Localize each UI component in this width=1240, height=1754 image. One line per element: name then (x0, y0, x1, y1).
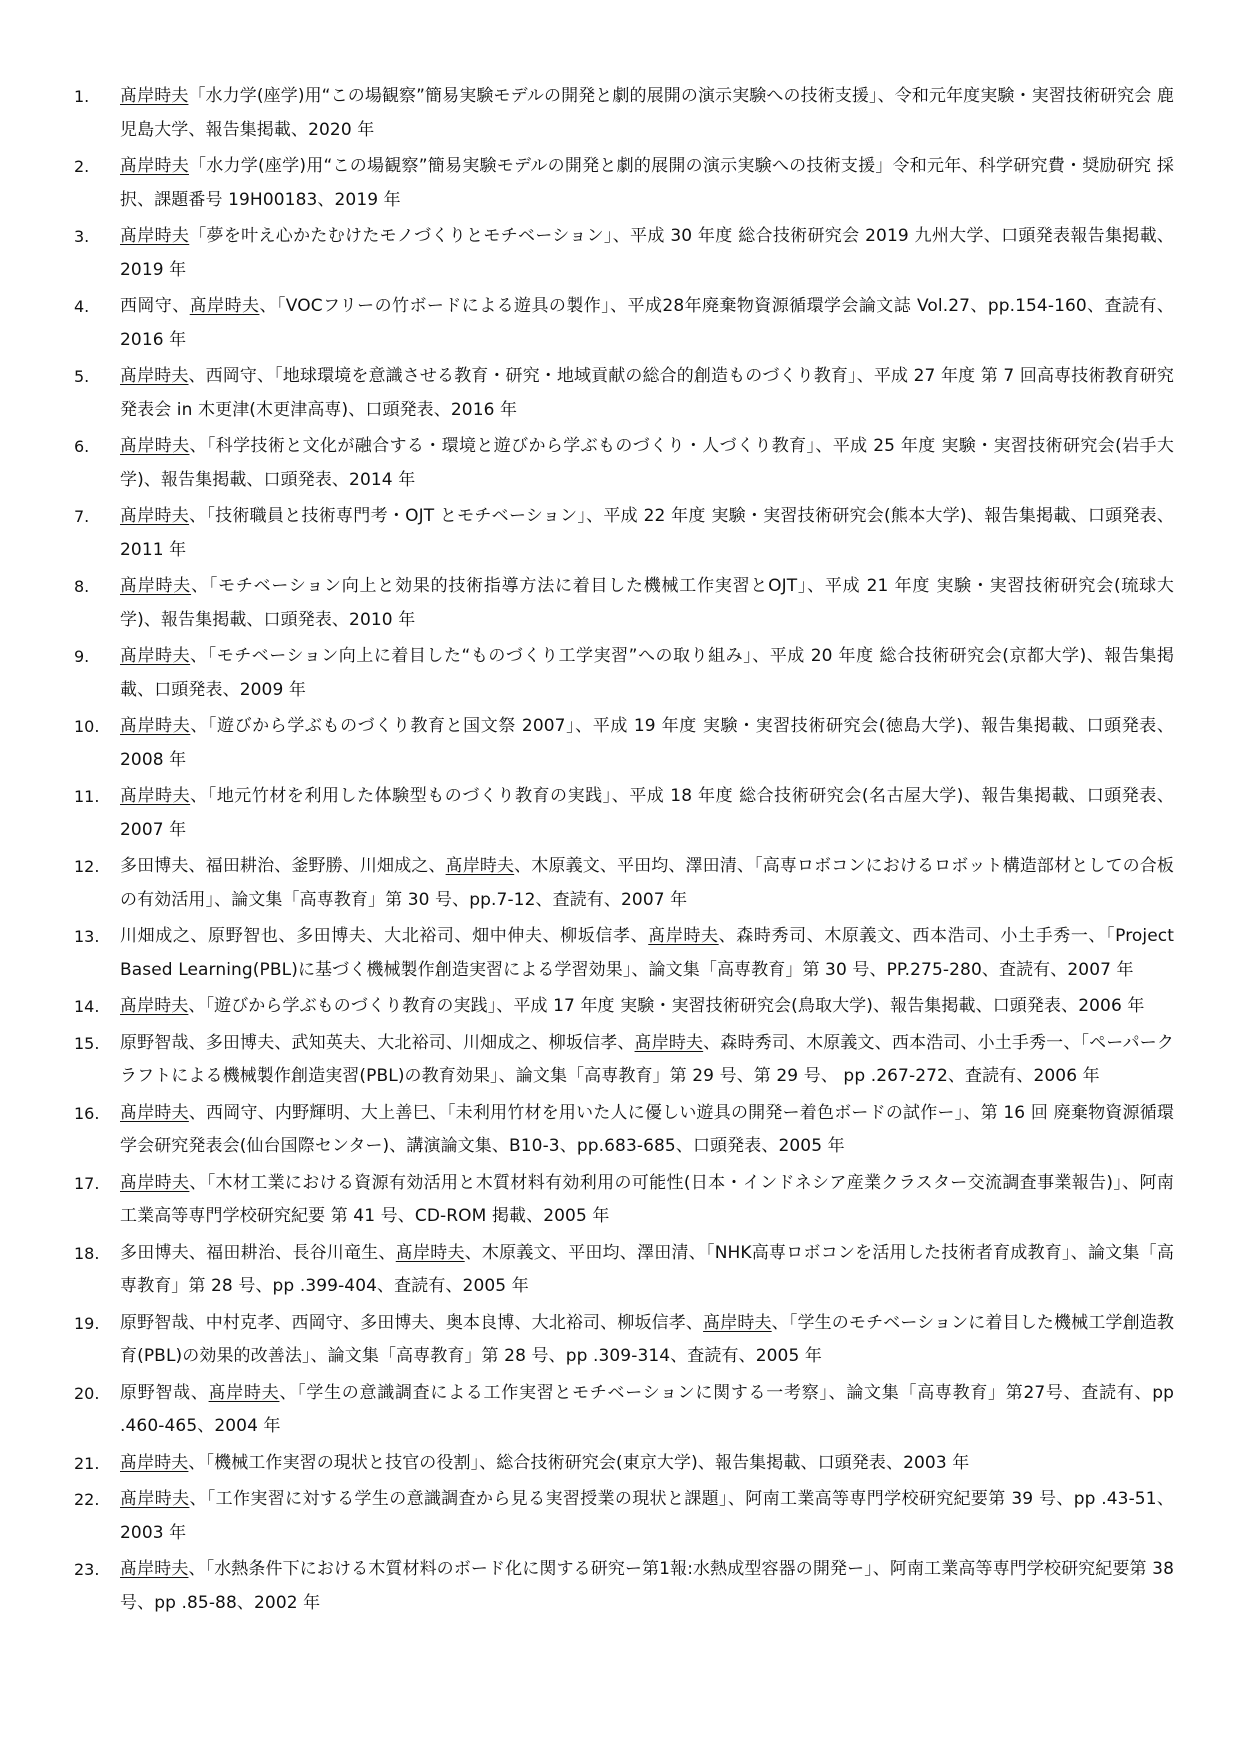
publication-entry (74, 640, 1174, 707)
publication-entry (74, 360, 1174, 427)
entry-text-segment: 「水力学(座学)用“この場観察”簡易実験モデルの開発と劇的展開の演示実験への技術支援」令和元年、科学研究費・奨励研究 採択、課題番号 19H00183、2019 年 (120, 156, 1174, 210)
author-name-underlined: 髙岸時夫 (120, 1102, 189, 1123)
author-name-underlined: 髙岸時夫 (120, 996, 189, 1016)
entry-text-segment: 、西岡守、「地球環境を意識させる教育・研究・地域貢献の総合的創造ものづくり教育」、平成 27 年度 第 7 回高専技術教育研究発表会 in 木更津(木更津高専)、口頭発表、2016 年 (120, 366, 1175, 420)
author-name-underlined: 髙岸時夫 (120, 366, 189, 386)
entry-text (120, 710, 1174, 777)
entry-text (120, 1307, 1174, 1374)
entry-text-segment: 、木原義文、平田均、澤田清、「NHK高専ロボコンを活用した技術者育成教育」、論文集「高専教育」第 28 号、pp .399-404、査読有、2005 年 (120, 1242, 1174, 1296)
author-name-underlined: 髙岸時夫 (120, 436, 190, 456)
publication-entry (74, 290, 1174, 357)
entry-number: 7. (74, 507, 90, 526)
entry-text (120, 780, 1174, 847)
publication-entry (74, 570, 1174, 637)
entry-text (120, 920, 1174, 987)
entry-number: 11. (74, 787, 100, 806)
entry-text-segment: 「水力学(座学)用“この場観察”簡易実験モデルの開発と劇的展開の演示実験への技術支援」、令和元年度実験・実習技術研究会 鹿児島大学、報告集掲載、2020 年 (120, 86, 1174, 140)
author-name-underlined: 髙岸時夫 (120, 1452, 189, 1473)
entry-text (120, 640, 1174, 707)
entry-text-segment: 、「木材工業における資源有効活用と木質材料有効利用の可能性(日本・インドネシア産業クラスター交流調査事業報告)」、阿南工業高等専門学校研究紀要 第 41 号、CD-ROM 掲載、2005 年 (120, 1172, 1174, 1226)
entry-text-segment: 西岡守、 (120, 296, 190, 316)
entry-text-segment: 、西岡守、内野輝明、大上善巳、「未利用竹材を用いた人に優しい遊具の開発ー着色ボードの試作ー」、第 16 回 廃棄物資源循環学会研究発表会(仙台国際センター)、講演論文集、B10-3、pp.683-685、口頭発表、2005 年 (120, 1102, 1174, 1156)
entry-number: 20. (74, 1383, 100, 1403)
author-name-underlined: 髙岸時夫 (120, 786, 191, 806)
entry-text (120, 570, 1174, 637)
entry-number: 15. (74, 1033, 100, 1053)
entry-text-segment: 、「地元竹材を利用した体験型ものづくり教育の実践」、平成 18 年度 総合技術研究会(名古屋大学)、報告集掲載、口頭発表、2007 年 (120, 786, 1174, 840)
entry-text-segment: 、「学生のモチベーションに着目した機械工学創造教育(PBL)の効果的改善法」、論文集「高専教育」第 28 号、pp .309-314、査読有、2005 年 (120, 1312, 1175, 1366)
entry-text (120, 80, 1174, 147)
entry-text-segment: 、「遊びから学ぶものづくり教育と国文祭 2007」、平成 19 年度 実験・実習技術研究会(徳島大学)、報告集掲載、口頭発表、2008 年 (120, 716, 1174, 770)
entry-number: 18. (74, 1243, 100, 1263)
entry-text-segment: 、「モチベーション向上に着目した“ものづくり工学実習”への取り組み」、平成 20 年度 総合技術研究会(京都大学)、報告集掲載、口頭発表、2009 年 (120, 646, 1174, 700)
author-name-underlined: 髙岸時夫 (634, 1032, 704, 1053)
entry-text (120, 1097, 1174, 1164)
publication-entry (74, 920, 1174, 987)
entry-number: 6. (74, 437, 90, 456)
entry-text-segment: 、「モチベーション向上と効果的技術指導方法に着目した機械工作実習とOJT」、平成 21 年度 実験・実習技術研究会(琉球大学)、報告集掲載、口頭発表、2010 年 (120, 576, 1174, 630)
publication-entry (74, 1307, 1174, 1374)
entry-text-segment: 原野智哉、多田博夫、武知英夫、大北裕司、川畑成之、柳坂信孝、 (120, 1032, 635, 1053)
entry-number: 2. (74, 157, 90, 176)
entry-text-segment: 、「機械工作実習の現状と技官の役割」、総合技術研究会(東京大学)、報告集掲載、口頭発表、2003 年 (188, 1452, 970, 1473)
entry-text (120, 990, 1174, 1024)
author-name-underlined: 髙岸時夫 (189, 296, 260, 316)
author-name-underlined: 髙岸時夫 (120, 716, 191, 736)
entry-text-segment: 、「水熱条件下における木質材料のボード化に関する研究ー第1報:水熱成型容器の開発ー」、阿南工業高等専門学校研究紀要第 38 号、pp .85-88、2002 年 (120, 1559, 1174, 1613)
entry-text-segment: 、木原義文、平田均、澤田清、「高専ロボコンにおけるロボット構造部材としての合板の有効活用」、論文集「高専教育」第 30 号、pp.7-12、査読有、2007 年 (120, 856, 1174, 910)
entry-text-segment: 「夢を叶え心かたむけたモノづくりとモチベーション」、平成 30 年度 総合技術研究会 2019 九州大学、口頭発表報告集掲載、2019 年 (120, 226, 1174, 280)
entry-text (120, 1553, 1174, 1620)
publication-entry (74, 990, 1174, 1024)
author-name-underlined: 髙岸時夫 (120, 86, 189, 106)
entry-text (120, 1167, 1174, 1234)
publication-entry (74, 1167, 1174, 1234)
entry-text-segment: 原野智哉、 (120, 1382, 209, 1403)
publication-list (74, 80, 1174, 1623)
entry-text-segment: 多田博夫、福田耕治、長谷川竜生、 (120, 1242, 396, 1263)
publication-entry (74, 1377, 1174, 1444)
entry-number: 12. (74, 857, 100, 876)
author-name-underlined: 髙岸時夫 (648, 926, 719, 946)
publication-entry (74, 1027, 1174, 1094)
entry-number: 5. (74, 367, 90, 386)
author-name-underlined: 髙岸時夫 (120, 576, 192, 596)
entry-text-segment: 、「遊びから学ぶものづくり教育の実践」、平成 17 年度 実験・実習技術研究会(鳥取大学)、報告集掲載、口頭発表、2006 年 (188, 996, 1145, 1016)
entry-number: 13. (74, 927, 100, 946)
entry-number: 21. (74, 1453, 100, 1473)
publication-entry (74, 1553, 1174, 1620)
publication-entry (74, 1447, 1174, 1481)
entry-text-segment: 、「科学技術と文化が融合する・環境と遊びから学ぶものづくり・人づくり教育」、平成 25 年度 実験・実習技術研究会(岩手大学)、報告集掲載、口頭発表、2014 年 (120, 436, 1174, 490)
author-name-underlined: 髙岸時夫 (120, 506, 190, 526)
publication-entry (74, 1483, 1174, 1550)
entry-text (120, 430, 1174, 497)
publication-entry (74, 850, 1174, 917)
entry-text (120, 1237, 1174, 1304)
entry-text (120, 150, 1174, 217)
entry-text-segment: 多田博夫、福田耕治、釜野勝、川畑成之、 (120, 856, 446, 876)
entry-number: 17. (74, 1173, 100, 1193)
entry-text-segment: 、「VOCフリーの竹ボードによる遊具の製作」、平成28年廃棄物資源循環学会論文誌 Vol.27、pp.154-160、査読有、2016 年 (120, 296, 1174, 350)
entry-text (120, 290, 1174, 357)
publication-entry (74, 500, 1174, 567)
author-name-underlined: 髙岸時夫 (120, 646, 191, 666)
entry-text (120, 360, 1174, 427)
entry-text (120, 850, 1174, 917)
publication-entry (74, 710, 1174, 777)
entry-text-segment: 原野智哉、中村克孝、西岡守、多田博夫、奥本良博、大北裕司、柳坂信孝、 (120, 1312, 704, 1333)
author-name-underlined: 髙岸時夫 (120, 1172, 190, 1193)
author-name-underlined: 髙岸時夫 (208, 1382, 280, 1403)
author-name-underlined: 髙岸時夫 (120, 156, 189, 176)
entry-text-segment: 川畑成之、原野智也、多田博夫、大北裕司、畑中伸夫、柳坂信孝、 (120, 926, 649, 946)
author-name-underlined: 髙岸時夫 (395, 1242, 465, 1263)
entry-text (120, 220, 1174, 287)
author-name-underlined: 髙岸時夫 (703, 1312, 772, 1333)
entry-text-segment: 、「技術職員と技術専門考・OJT とモチベーション」、平成 22 年度 実験・実習技術研究会(熊本大学)、報告集掲載、口頭発表、2011 年 (120, 506, 1174, 560)
author-name-underlined: 髙岸時夫 (120, 1559, 189, 1579)
publication-entry (74, 1237, 1174, 1304)
entry-number: 4. (74, 297, 90, 316)
entry-number: 9. (74, 647, 90, 666)
publication-entry (74, 780, 1174, 847)
entry-text-segment: 、森時秀司、木原義文、西本浩司、小土手秀一、「ペーパークラフトによる機械製作創造実習(PBL)の教育効果」、論文集「高専教育」第 29 号、第 29 号、 pp .267-272、査読有、2006 年 (120, 1032, 1174, 1086)
entry-text (120, 1447, 1174, 1481)
publication-entry (74, 430, 1174, 497)
entry-number: 22. (74, 1490, 100, 1509)
entry-text-segment: 、「工作実習に対する学生の意識調査から見る実習授業の現状と課題」、阿南工業高等専門学校研究紀要第 39 号、pp .43-51、2003 年 (120, 1489, 1174, 1543)
publication-entry (74, 1097, 1174, 1164)
author-name-underlined: 髙岸時夫 (120, 1489, 190, 1509)
entry-text-segment: 、「学生の意識調査による工作実習とモチベーションに関する一考察」、論文集「高専教育」第27号、査読有、pp .460-465、2004 年 (120, 1382, 1174, 1436)
entry-text-segment: 、森時秀司、木原義文、西本浩司、小土手秀一、「Project Based Learning(PBL)に基づく機械製作創造実習による学習効果」、論文集「高専教育」第 30 号、PP.275-280、査読有、2007 年 (120, 926, 1175, 980)
entry-number: 14. (74, 997, 100, 1016)
entry-number: 10. (74, 717, 100, 736)
author-name-underlined: 髙岸時夫 (445, 856, 515, 876)
entry-text (120, 1027, 1174, 1094)
author-name-underlined: 髙岸時夫 (120, 226, 190, 246)
entry-number: 23. (74, 1560, 100, 1579)
publication-entry (74, 150, 1174, 217)
entry-number: 16. (74, 1103, 100, 1123)
entry-text (120, 500, 1174, 567)
entry-number: 8. (74, 577, 90, 596)
entry-text (120, 1377, 1174, 1444)
entry-number: 19. (74, 1313, 100, 1333)
publication-entry (74, 80, 1174, 147)
publication-entry (74, 220, 1174, 287)
entry-number: 3. (74, 227, 90, 246)
entry-text (120, 1483, 1174, 1550)
entry-number: 1. (74, 87, 90, 106)
